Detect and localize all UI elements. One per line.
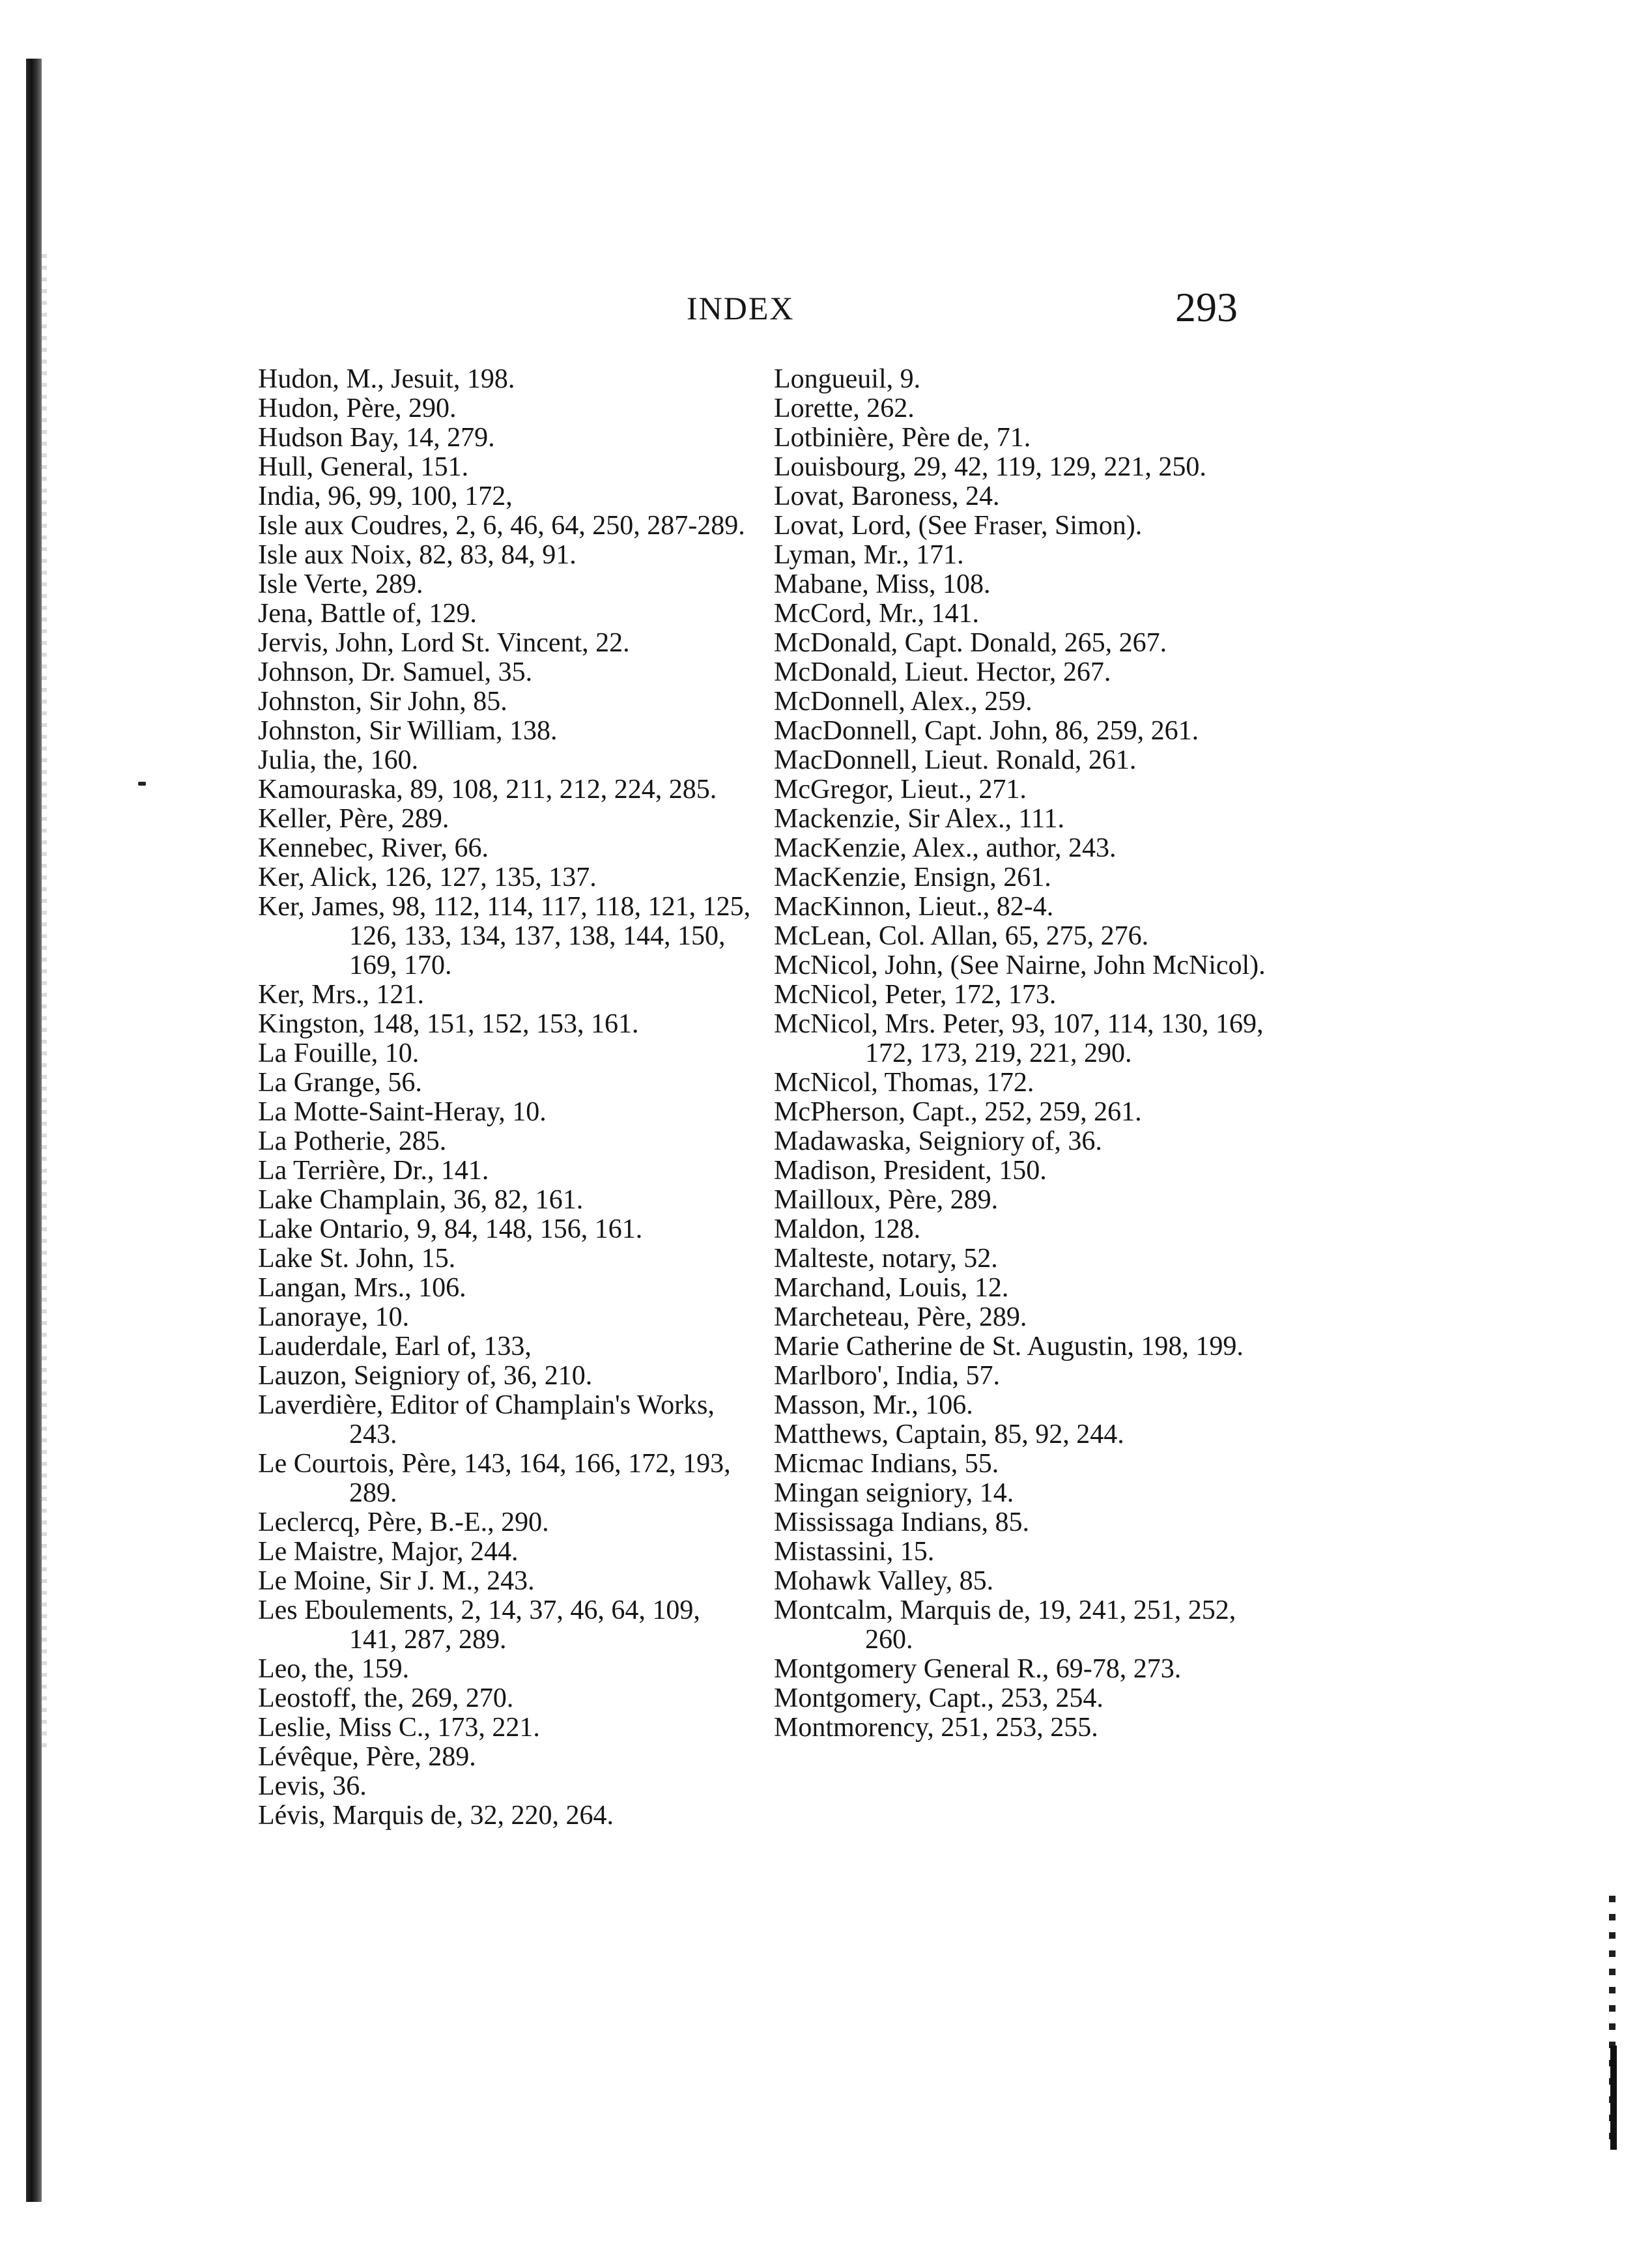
index-entry: MacDonnell, Lieut. Ronald, 261.	[774, 745, 1137, 775]
index-entry: Lévis, Marquis de, 32, 220, 264.	[258, 1801, 614, 1831]
index-entry: Montgomery, Capt., 253, 254.	[774, 1683, 1104, 1713]
index-entry: McNicol, Mrs. Peter, 93, 107, 114, 130, 169, 172, 173, 219, 221, 290.	[774, 1009, 1264, 1068]
index-entry: Malteste, notary, 52.	[774, 1244, 998, 1274]
index-entry: Leo, the, 159.	[258, 1654, 410, 1684]
scan-edge-marks	[1609, 1896, 1616, 2150]
index-entry: Langan, Mrs., 106.	[258, 1273, 466, 1303]
index-entry: Ker, Alick, 126, 127, 135, 137.	[258, 863, 597, 892]
page-number: 293	[1175, 284, 1238, 330]
index-entry: Mackenzie, Sir Alex., 111.	[774, 804, 1064, 834]
index-entry: Hull, General, 151.	[258, 452, 469, 482]
index-entry: Ker, James, 98, 112, 114, 117, 118, 121, 125, 126, 133, 134, 137, 138, 144, 150, 169, 170.	[258, 892, 751, 980]
index-entry: Lake Ontario, 9, 84, 148, 156, 161.	[258, 1214, 643, 1244]
index-entry: La Grange, 56.	[258, 1068, 422, 1098]
index-entry: Leostoff, the, 269, 270.	[258, 1683, 514, 1713]
index-entry: Madawaska, Seigniory of, 36.	[774, 1126, 1102, 1156]
index-entry: Leclercq, Père, B.-E., 290.	[258, 1507, 549, 1537]
margin-mark	[138, 782, 146, 786]
index-entry: Montcalm, Marquis de, 19, 241, 251, 252, 260.	[774, 1595, 1236, 1655]
index-entry: Maldon, 128.	[774, 1214, 921, 1244]
page-binding-edge	[26, 59, 42, 2202]
index-entry: Isle Verte, 289.	[258, 569, 423, 599]
index-entry: McDonald, Lieut. Hector, 267.	[774, 657, 1111, 687]
index-entry: Lovat, Lord, (See Fraser, Simon).	[774, 511, 1143, 541]
index-entry: India, 96, 99, 100, 172,	[258, 481, 513, 511]
index-entry: Johnston, Sir John, 85.	[258, 687, 507, 717]
index-entry: La Motte-Saint-Heray, 10.	[258, 1097, 547, 1127]
index-entry: Hudon, M., Jesuit, 198.	[258, 364, 515, 394]
index-entry: McDonald, Capt. Donald, 265, 267.	[774, 628, 1167, 658]
index-entry: MacKinnon, Lieut., 82-4.	[774, 892, 1054, 922]
index-entry: Lorette, 262.	[774, 393, 915, 423]
index-entry: McDonnell, Alex., 259.	[774, 687, 1032, 717]
index-entry: Marchand, Louis, 12.	[774, 1273, 1009, 1303]
index-entry: Kennebec, River, 66.	[258, 833, 489, 863]
index-column-right	[774, 365, 1269, 1743]
index-entry: Lauderdale, Earl of, 133,	[258, 1332, 532, 1362]
index-entry: Louisbourg, 29, 42, 119, 129, 221, 250.	[774, 452, 1206, 482]
index-entry: Mingan seigniory, 14.	[774, 1478, 1014, 1508]
index-entry: McNicol, Thomas, 172.	[774, 1068, 1034, 1098]
index-entry: Lévêque, Père, 289.	[258, 1742, 476, 1772]
index-entry: Levis, 36.	[258, 1771, 367, 1801]
index-entry: Mississaga Indians, 85.	[774, 1507, 1029, 1537]
index-entry: McNicol, Peter, 172, 173.	[774, 980, 1057, 1010]
index-entry: Lotbinière, Père de, 71.	[774, 423, 1031, 453]
index-entry: Matthews, Captain, 85, 92, 244.	[774, 1419, 1124, 1449]
index-entry: Les Eboulements, 2, 14, 37, 46, 64, 109, 141, 287, 289.	[258, 1595, 700, 1655]
index-entry: Leslie, Miss C., 173, 221.	[258, 1713, 540, 1743]
index-entry: Micmac Indians, 55.	[774, 1449, 999, 1479]
index-entry: Kamouraska, 89, 108, 211, 212, 224, 285.	[258, 775, 717, 805]
page-header	[0, 284, 1652, 345]
index-entry: Hudon, Père, 290.	[258, 393, 457, 423]
index-entry: Le Courtois, Père, 143, 164, 166, 172, 193, 289.	[258, 1449, 731, 1508]
index-entry: Madison, President, 150.	[774, 1156, 1047, 1186]
index-entry: Ker, Mrs., 121.	[258, 980, 424, 1010]
index-entry: Lyman, Mr., 171.	[774, 540, 964, 570]
index-entry: Mohawk Valley, 85.	[774, 1566, 994, 1596]
index-entry: McGregor, Lieut., 271.	[774, 775, 1027, 805]
index-column-left	[258, 365, 753, 1831]
index-entry: MacKenzie, Alex., author, 243.	[774, 833, 1117, 863]
index-entry: La Fouille, 10.	[258, 1038, 420, 1068]
index-entry: McCord, Mr., 141.	[774, 599, 979, 629]
index-entry: Longueuil, 9.	[774, 364, 921, 394]
index-entry: Hudson Bay, 14, 279.	[258, 423, 495, 453]
index-entry: Lake St. John, 15.	[258, 1244, 456, 1274]
index-entry: McLean, Col. Allan, 65, 275, 276.	[774, 921, 1149, 951]
index-entry: Le Maistre, Major, 244.	[258, 1537, 519, 1567]
index-entry: La Terrière, Dr., 141.	[258, 1156, 489, 1186]
index-entry: Marcheteau, Père, 289.	[774, 1302, 1027, 1332]
index-entry: Masson, Mr., 106.	[774, 1390, 973, 1420]
index-entry: McNicol, John, (See Nairne, John McNicol).	[774, 950, 1266, 980]
index-entry: Montgomery General R., 69-78, 273.	[774, 1654, 1182, 1684]
index-entry: Keller, Père, 289.	[258, 804, 449, 834]
index-entry: Mistassini, 15.	[774, 1537, 935, 1567]
index-entry: Julia, the, 160.	[258, 745, 419, 775]
index-entry: Jervis, John, Lord St. Vincent, 22.	[258, 628, 630, 658]
index-entry: MacKenzie, Ensign, 261.	[774, 863, 1051, 892]
index-entry: Marie Catherine de St. Augustin, 198, 199.	[774, 1332, 1244, 1362]
index-entry: Lanoraye, 10.	[258, 1302, 410, 1332]
index-entry: MacDonnell, Capt. John, 86, 259, 261.	[774, 716, 1199, 746]
index-entry: Kingston, 148, 151, 152, 153, 161.	[258, 1009, 639, 1039]
index-entry: Jena, Battle of, 129.	[258, 599, 477, 629]
index-entry: Lauzon, Seigniory of, 36, 210.	[258, 1361, 593, 1391]
index-entry: Lake Champlain, 36, 82, 161.	[258, 1185, 584, 1215]
index-entry: Isle aux Noix, 82, 83, 84, 91.	[258, 540, 577, 570]
index-entry: Le Moine, Sir J. M., 243.	[258, 1566, 535, 1596]
page-title: INDEX	[687, 290, 795, 326]
index-entry: Montmorency, 251, 253, 255.	[774, 1713, 1098, 1743]
index-entry: Johnson, Dr. Samuel, 35.	[258, 657, 533, 687]
index-entry: McPherson, Capt., 252, 259, 261.	[774, 1097, 1142, 1127]
index-entry: La Potherie, 285.	[258, 1126, 447, 1156]
index-entry: Mailloux, Père, 289.	[774, 1185, 999, 1215]
index-entry: Johnston, Sir William, 138.	[258, 716, 558, 746]
index-entry: Laverdière, Editor of Champlain's Works, 243.	[258, 1390, 715, 1449]
index-entry: Isle aux Coudres, 2, 6, 46, 64, 250, 287-289.	[258, 511, 745, 541]
index-entry: Mabane, Miss, 108.	[774, 569, 991, 599]
index-entry: Marlboro', India, 57.	[774, 1361, 1000, 1391]
index-entry: Lovat, Baroness, 24.	[774, 481, 1000, 511]
